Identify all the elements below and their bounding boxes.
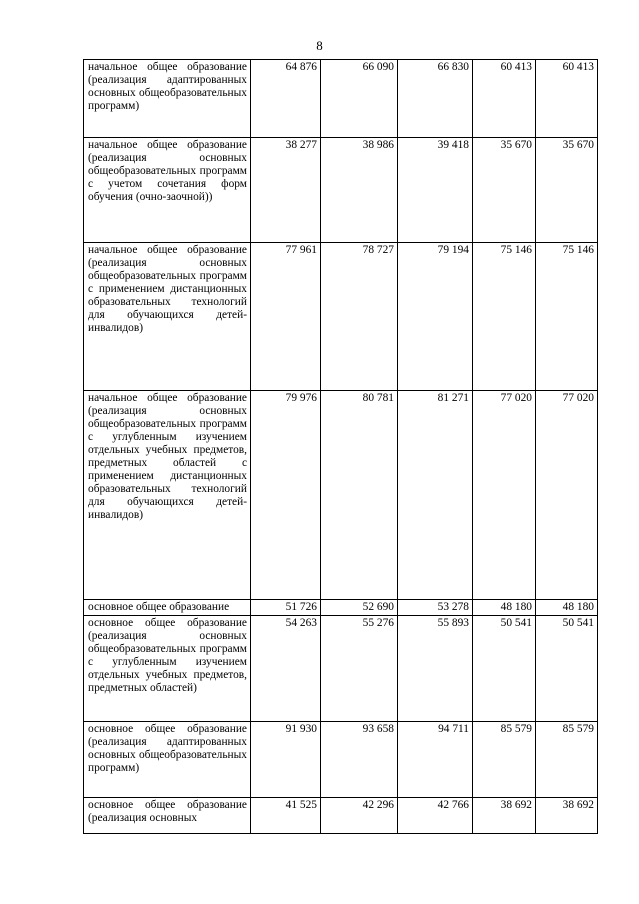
row-label: начальное общее образование (реализация основных общеобразовательных программ с учетом сочетания форм обучения (очно-заочной)) [84, 138, 251, 243]
value-cell: 38 277 [251, 138, 321, 243]
row-label: основное общее образование (реализация основных общеобразовательных программ с углубленным изучением отдельных учебных предметов, предметных областей) [84, 616, 251, 722]
page-number: 8 [316, 38, 323, 53]
value-cell: 94 711 [398, 722, 473, 798]
value-cell: 54 263 [251, 616, 321, 722]
table-row [84, 616, 598, 722]
row-label: основное общее образование (реализация адаптированных основных общеобразовательных программ) [84, 722, 251, 798]
value-cell: 35 670 [536, 138, 598, 243]
value-cell: 38 986 [321, 138, 398, 243]
value-cell: 77 961 [251, 243, 321, 391]
value-cell: 75 146 [473, 243, 536, 391]
value-cell: 79 976 [251, 391, 321, 600]
value-cell: 77 020 [473, 391, 536, 600]
row-label: основное общее образование [84, 600, 251, 616]
table-row [84, 798, 598, 834]
value-cell: 75 146 [536, 243, 598, 391]
row-label: начальное общее образование (реализация адаптированных основных общеобразовательных программ) [84, 60, 251, 138]
value-cell: 78 727 [321, 243, 398, 391]
value-cell: 50 541 [473, 616, 536, 722]
value-cell: 93 658 [321, 722, 398, 798]
value-cell: 91 930 [251, 722, 321, 798]
value-cell: 42 766 [398, 798, 473, 834]
table-row [84, 60, 598, 138]
value-cell: 81 271 [398, 391, 473, 600]
value-cell: 38 692 [473, 798, 536, 834]
value-cell: 53 278 [398, 600, 473, 616]
value-cell: 60 413 [473, 60, 536, 138]
value-cell: 55 893 [398, 616, 473, 722]
value-cell: 85 579 [536, 722, 598, 798]
value-cell: 42 296 [321, 798, 398, 834]
value-cell: 48 180 [536, 600, 598, 616]
value-cell: 60 413 [536, 60, 598, 138]
value-cell: 41 525 [251, 798, 321, 834]
row-label: начальное общее образование (реализация основных общеобразовательных программ с применением дистанционных образовательных технологий для обучающихся детей-инвалидов) [84, 243, 251, 391]
value-cell: 52 690 [321, 600, 398, 616]
value-cell: 85 579 [473, 722, 536, 798]
value-cell: 66 090 [321, 60, 398, 138]
value-cell: 77 020 [536, 391, 598, 600]
value-cell: 55 276 [321, 616, 398, 722]
value-cell: 80 781 [321, 391, 398, 600]
value-cell: 79 194 [398, 243, 473, 391]
value-cell: 64 876 [251, 60, 321, 138]
table-row [84, 391, 598, 600]
value-cell: 48 180 [473, 600, 536, 616]
row-label: начальное общее образование (реализация основных общеобразовательных программ с углубленным изучением отдельных учебных предметов, предметных областей с применением дистанционных образовательных технологий для обучающихся детей-инвалидов) [84, 391, 251, 600]
value-cell: 51 726 [251, 600, 321, 616]
value-cell: 50 541 [536, 616, 598, 722]
value-cell: 39 418 [398, 138, 473, 243]
value-cell: 66 830 [398, 60, 473, 138]
table-row [84, 722, 598, 798]
value-cell: 38 692 [536, 798, 598, 834]
table-row [84, 243, 598, 391]
cost-table [83, 59, 598, 834]
table-row [84, 600, 598, 616]
row-label: основное общее образование (реализация основных [84, 798, 251, 834]
table-row [84, 138, 598, 243]
value-cell: 35 670 [473, 138, 536, 243]
